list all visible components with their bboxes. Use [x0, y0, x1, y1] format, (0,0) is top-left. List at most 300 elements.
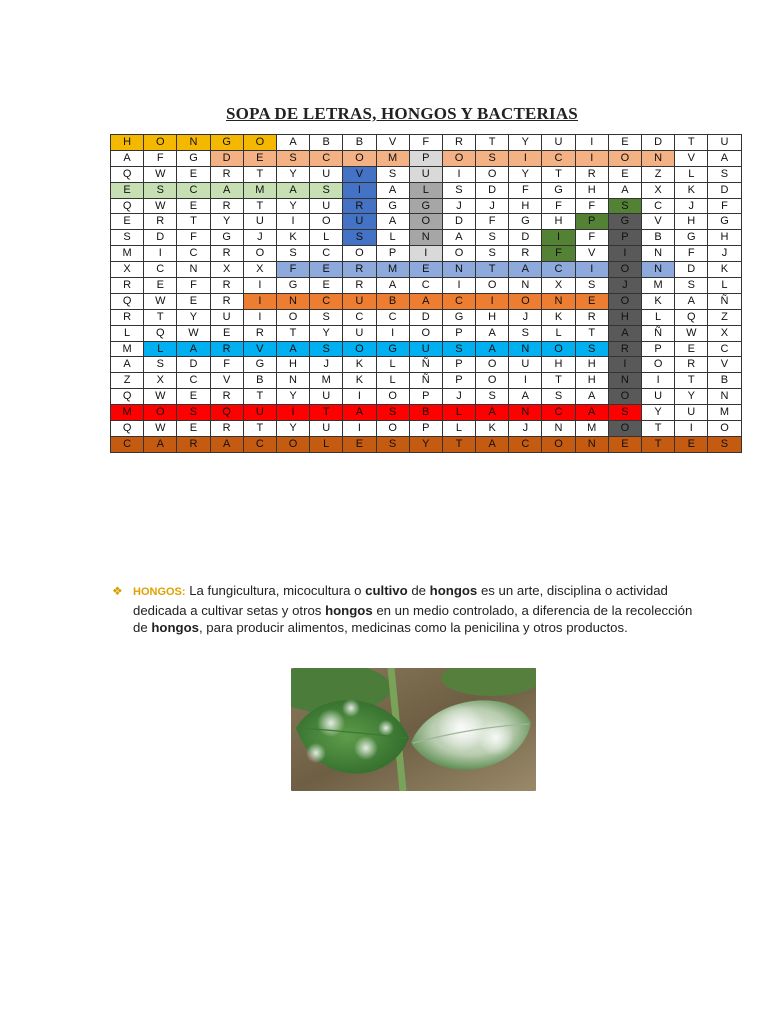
grid-cell: O — [276, 309, 309, 325]
grid-row — [111, 436, 742, 452]
grid-cell: S — [144, 357, 177, 373]
grid-cell: O — [476, 373, 509, 389]
grid-cell: H — [675, 214, 708, 230]
grid-cell: G — [442, 309, 475, 325]
grid-cell: O — [276, 436, 309, 452]
grid-cell: F — [509, 182, 542, 198]
grid-row — [111, 421, 742, 437]
grid-cell: W — [675, 325, 708, 341]
grid-cell: A — [111, 150, 144, 166]
grid-cell: H — [476, 309, 509, 325]
grid-cell: I — [542, 230, 575, 246]
grid-cell: O — [608, 150, 641, 166]
grid-cell: C — [509, 436, 542, 452]
grid-cell: Y — [675, 389, 708, 405]
grid-row — [111, 405, 742, 421]
grid-cell: Q — [111, 293, 144, 309]
grid-cell: D — [177, 357, 210, 373]
grid-cell: A — [210, 436, 243, 452]
grid-cell: E — [675, 436, 708, 452]
grid-cell: A — [608, 325, 641, 341]
grid-cell: D — [675, 262, 708, 278]
grid-cell: R — [111, 278, 144, 294]
grid-cell: L — [376, 373, 409, 389]
grid-cell: R — [575, 309, 608, 325]
grid-cell: E — [177, 293, 210, 309]
grid-cell: E — [343, 436, 376, 452]
grid-cell: X — [542, 278, 575, 294]
grid-cell: E — [310, 262, 343, 278]
grid-cell: K — [343, 357, 376, 373]
grid-cell: A — [509, 262, 542, 278]
grid-cell: J — [509, 421, 542, 437]
grid-cell: M — [310, 373, 343, 389]
grid-cell: P — [409, 150, 442, 166]
grid-cell: T — [542, 373, 575, 389]
grid-row — [111, 182, 742, 198]
grid-cell: F — [542, 198, 575, 214]
grid-cell: H — [542, 357, 575, 373]
grid-cell: Y — [509, 166, 542, 182]
grid-cell: O — [343, 246, 376, 262]
grid-cell: U — [243, 214, 276, 230]
grid-cell: D — [642, 135, 675, 151]
grid-cell: T — [642, 421, 675, 437]
grid-cell: N — [642, 246, 675, 262]
grid-cell: C — [642, 198, 675, 214]
paragraph-bold: hongos — [325, 602, 373, 618]
grid-cell: Q — [111, 389, 144, 405]
grid-cell: I — [243, 278, 276, 294]
grid-cell: U — [708, 135, 741, 151]
grid-cell: A — [608, 182, 641, 198]
grid-cell: Ñ — [708, 293, 741, 309]
grid-cell: U — [210, 309, 243, 325]
grid-cell: S — [575, 278, 608, 294]
grid-cell: M — [575, 421, 608, 437]
grid-cell: D — [144, 230, 177, 246]
grid-cell: L — [376, 357, 409, 373]
grid-row — [111, 166, 742, 182]
grid-cell: A — [111, 357, 144, 373]
grid-cell: R — [608, 341, 641, 357]
grid-cell: M — [111, 246, 144, 262]
grid-cell: J — [310, 357, 343, 373]
grid-cell: O — [243, 246, 276, 262]
grid-cell: C — [376, 309, 409, 325]
grid-cell: A — [376, 214, 409, 230]
grid-cell: G — [608, 214, 641, 230]
grid-cell: I — [575, 135, 608, 151]
grid-cell: H — [608, 309, 641, 325]
grid-cell: C — [542, 150, 575, 166]
grid-cell: O — [476, 166, 509, 182]
grid-cell: H — [509, 198, 542, 214]
grid-cell: M — [111, 341, 144, 357]
grid-cell: B — [708, 373, 741, 389]
grid-cell: E — [409, 262, 442, 278]
grid-cell: A — [343, 405, 376, 421]
grid-row — [111, 293, 742, 309]
grid-cell: D — [409, 309, 442, 325]
grid-cell: U — [343, 214, 376, 230]
grid-cell: J — [442, 198, 475, 214]
grid-cell: Y — [509, 135, 542, 151]
grid-cell: O — [708, 421, 741, 437]
grid-cell: W — [177, 325, 210, 341]
grid-cell: X — [111, 262, 144, 278]
grid-cell: E — [111, 214, 144, 230]
grid-cell: M — [376, 150, 409, 166]
grid-cell: I — [343, 421, 376, 437]
grid-cell: S — [708, 436, 741, 452]
grid-cell: F — [210, 357, 243, 373]
grid-cell: C — [243, 436, 276, 452]
grid-cell: V — [243, 341, 276, 357]
grid-cell: S — [276, 246, 309, 262]
grid-cell: N — [708, 389, 741, 405]
grid-cell: I — [509, 373, 542, 389]
grid-cell: A — [509, 389, 542, 405]
grid-cell: Ñ — [642, 325, 675, 341]
grid-cell: I — [509, 150, 542, 166]
grid-cell: C — [343, 309, 376, 325]
grid-cell: R — [675, 357, 708, 373]
grid-cell: M — [708, 405, 741, 421]
grid-cell: A — [376, 278, 409, 294]
grid-cell: Q — [675, 309, 708, 325]
grid-cell: V — [210, 373, 243, 389]
grid-row — [111, 230, 742, 246]
grid-cell: B — [310, 135, 343, 151]
grid-cell: F — [144, 150, 177, 166]
grid-cell: B — [642, 230, 675, 246]
grid-cell: S — [476, 389, 509, 405]
grid-cell: O — [343, 150, 376, 166]
grid-cell: V — [343, 166, 376, 182]
grid-cell: A — [476, 436, 509, 452]
paragraph-text: en un medio controlado, a diferencia de la recolección de — [133, 602, 693, 635]
grid-cell: O — [542, 436, 575, 452]
grid-cell: S — [276, 150, 309, 166]
grid-cell: N — [276, 373, 309, 389]
grid-cell: A — [276, 341, 309, 357]
grid-cell: R — [343, 198, 376, 214]
grid-cell: T — [310, 405, 343, 421]
grid-cell: S — [608, 198, 641, 214]
grid-cell: O — [542, 341, 575, 357]
grid-cell: E — [210, 325, 243, 341]
grid-cell: S — [144, 182, 177, 198]
grid-cell: K — [675, 182, 708, 198]
grid-cell: N — [542, 421, 575, 437]
grid-cell: N — [575, 436, 608, 452]
grid-cell: S — [376, 166, 409, 182]
grid-cell: H — [542, 214, 575, 230]
grid-row — [111, 198, 742, 214]
grid-cell: H — [276, 357, 309, 373]
grid-cell: I — [442, 278, 475, 294]
grid-cell: M — [642, 278, 675, 294]
grid-cell: B — [376, 293, 409, 309]
grid-cell: U — [675, 405, 708, 421]
grid-cell: O — [476, 357, 509, 373]
paragraph-bold: cultivo — [365, 583, 408, 598]
grid-cell: O — [642, 357, 675, 373]
grid-cell: C — [442, 293, 475, 309]
grid-cell: A — [708, 150, 741, 166]
grid-cell: E — [608, 436, 641, 452]
grid-cell: W — [144, 198, 177, 214]
grid-cell: I — [243, 293, 276, 309]
grid-cell: I — [343, 389, 376, 405]
grid-cell: I — [144, 246, 177, 262]
grid-cell: X — [210, 262, 243, 278]
grid-cell: G — [376, 198, 409, 214]
grid-cell: N — [442, 262, 475, 278]
grid-cell: S — [708, 166, 741, 182]
grid-cell: N — [177, 262, 210, 278]
grid-cell: L — [310, 436, 343, 452]
grid-cell: I — [608, 357, 641, 373]
grid-cell: U — [343, 325, 376, 341]
grid-cell: N — [276, 293, 309, 309]
grid-cell: I — [409, 246, 442, 262]
grid-cell: L — [111, 325, 144, 341]
grid-row — [111, 150, 742, 166]
grid-cell: O — [442, 150, 475, 166]
grid-cell: A — [409, 293, 442, 309]
grid-cell: O — [608, 389, 641, 405]
grid-cell: L — [442, 405, 475, 421]
grid-cell: F — [409, 135, 442, 151]
grid-cell: S — [376, 405, 409, 421]
grid-cell: C — [310, 293, 343, 309]
grid-row — [111, 262, 742, 278]
grid-cell: R — [210, 341, 243, 357]
grid-cell: E — [177, 166, 210, 182]
grid-cell: T — [476, 135, 509, 151]
grid-cell: A — [276, 135, 309, 151]
grid-cell: B — [343, 135, 376, 151]
grid-cell: L — [144, 341, 177, 357]
grid-cell: V — [642, 214, 675, 230]
grid-cell: J — [442, 389, 475, 405]
grid-cell: I — [276, 214, 309, 230]
grid-cell: P — [442, 357, 475, 373]
grid-cell: O — [144, 405, 177, 421]
grid-cell: Q — [144, 325, 177, 341]
grid-cell: R — [210, 278, 243, 294]
grid-row — [111, 278, 742, 294]
grid-cell: O — [476, 278, 509, 294]
grid-cell: S — [310, 341, 343, 357]
grid-cell: G — [509, 214, 542, 230]
grid-cell: A — [675, 293, 708, 309]
grid-cell: C — [144, 262, 177, 278]
grid-cell: L — [442, 421, 475, 437]
grid-cell: R — [243, 325, 276, 341]
grid-cell: G — [276, 278, 309, 294]
grid-cell: I — [575, 262, 608, 278]
grid-cell: O — [343, 341, 376, 357]
grid-cell: G — [210, 230, 243, 246]
grid-cell: K — [343, 373, 376, 389]
hongos-paragraph — [133, 582, 693, 637]
grid-cell: Y — [177, 309, 210, 325]
grid-cell: Y — [276, 421, 309, 437]
grid-cell: Y — [310, 325, 343, 341]
grid-cell: U — [343, 293, 376, 309]
grid-cell: F — [177, 278, 210, 294]
grid-cell: C — [310, 150, 343, 166]
grid-cell: R — [210, 246, 243, 262]
grid-cell: V — [376, 135, 409, 151]
grid-cell: F — [575, 198, 608, 214]
grid-cell: V — [708, 357, 741, 373]
grid-cell: O — [409, 325, 442, 341]
grid-cell: E — [675, 341, 708, 357]
grid-cell: R — [509, 246, 542, 262]
grid-cell: E — [575, 293, 608, 309]
grid-cell: X — [243, 262, 276, 278]
grid-cell: F — [476, 214, 509, 230]
grid-cell: Y — [210, 214, 243, 230]
grid-cell: P — [409, 421, 442, 437]
grid-cell: C — [177, 246, 210, 262]
grid-cell: F — [542, 246, 575, 262]
grid-cell: A — [144, 436, 177, 452]
grid-cell: L — [708, 278, 741, 294]
grid-cell: P — [376, 246, 409, 262]
grid-cell: G — [243, 357, 276, 373]
grid-cell: S — [509, 325, 542, 341]
grid-cell: C — [177, 182, 210, 198]
grid-cell: F — [177, 230, 210, 246]
grid-cell: S — [442, 182, 475, 198]
grid-cell: K — [476, 421, 509, 437]
grid-cell: E — [608, 166, 641, 182]
grid-cell: U — [642, 389, 675, 405]
grid-row — [111, 357, 742, 373]
grid-cell: T — [675, 373, 708, 389]
grid-cell: K — [276, 230, 309, 246]
grid-cell: O — [509, 293, 542, 309]
grid-cell: U — [509, 357, 542, 373]
grid-cell: W — [144, 389, 177, 405]
grid-cell: G — [210, 135, 243, 151]
grid-cell: S — [376, 436, 409, 452]
grid-cell: Q — [111, 421, 144, 437]
grid-cell: A — [476, 325, 509, 341]
grid-cell: S — [310, 182, 343, 198]
grid-cell: U — [243, 405, 276, 421]
grid-cell: K — [642, 293, 675, 309]
grid-cell: Y — [276, 198, 309, 214]
grid-cell: I — [476, 293, 509, 309]
grid-cell: R — [210, 198, 243, 214]
grid-row — [111, 325, 742, 341]
grid-cell: O — [310, 214, 343, 230]
grid-cell: F — [276, 262, 309, 278]
grid-cell: S — [608, 405, 641, 421]
grid-cell: H — [575, 373, 608, 389]
grid-cell: G — [708, 214, 741, 230]
grid-cell: P — [442, 373, 475, 389]
grid-cell: S — [675, 278, 708, 294]
grid-cell: T — [542, 166, 575, 182]
grid-cell: V — [675, 150, 708, 166]
grid-cell: N — [542, 293, 575, 309]
grid-cell: L — [675, 166, 708, 182]
grid-cell: Z — [111, 373, 144, 389]
grid-cell: J — [608, 278, 641, 294]
grid-cell: S — [310, 309, 343, 325]
grid-cell: C — [542, 262, 575, 278]
grid-cell: D — [509, 230, 542, 246]
grid-row — [111, 246, 742, 262]
grid-cell: S — [476, 150, 509, 166]
grid-cell: H — [575, 357, 608, 373]
grid-cell: T — [675, 135, 708, 151]
grid-cell: Y — [276, 389, 309, 405]
grid-cell: J — [476, 198, 509, 214]
grid-cell: X — [708, 325, 741, 341]
grid-cell: J — [509, 309, 542, 325]
mildew-leaf-photo — [291, 668, 536, 791]
paragraph-bold: hongos — [429, 583, 478, 598]
grid-cell: T — [177, 214, 210, 230]
grid-cell: C — [310, 246, 343, 262]
grid-cell: I — [675, 421, 708, 437]
word-search-grid — [110, 134, 742, 453]
grid-cell: M — [243, 182, 276, 198]
grid-cell: X — [642, 182, 675, 198]
grid-cell: E — [177, 198, 210, 214]
grid-cell: T — [243, 389, 276, 405]
grid-cell: X — [144, 373, 177, 389]
grid-cell: O — [144, 135, 177, 151]
grid-cell: S — [442, 341, 475, 357]
grid-cell: O — [608, 293, 641, 309]
grid-cell: W — [144, 166, 177, 182]
grid-cell: L — [376, 230, 409, 246]
grid-cell: G — [177, 150, 210, 166]
grid-cell: K — [708, 262, 741, 278]
grid-cell: A — [376, 182, 409, 198]
page-title: SOPA DE LETRAS, HONGOS Y BACTERIAS — [226, 104, 578, 123]
grid-cell: R — [210, 166, 243, 182]
grid-cell: T — [243, 198, 276, 214]
grid-cell: S — [476, 230, 509, 246]
grid-row — [111, 373, 742, 389]
grid-cell: S — [111, 230, 144, 246]
grid-cell: Ñ — [409, 373, 442, 389]
grid-cell: N — [608, 373, 641, 389]
grid-cell: T — [243, 166, 276, 182]
grid-cell: J — [675, 198, 708, 214]
grid-cell: E — [177, 421, 210, 437]
grid-cell: I — [376, 325, 409, 341]
grid-cell: N — [509, 405, 542, 421]
grid-cell: A — [177, 341, 210, 357]
grid-cell: R — [210, 293, 243, 309]
grid-cell: I — [343, 182, 376, 198]
grid-cell: E — [111, 182, 144, 198]
grid-cell: R — [343, 262, 376, 278]
grid-cell: O — [608, 262, 641, 278]
grid-row — [111, 341, 742, 357]
